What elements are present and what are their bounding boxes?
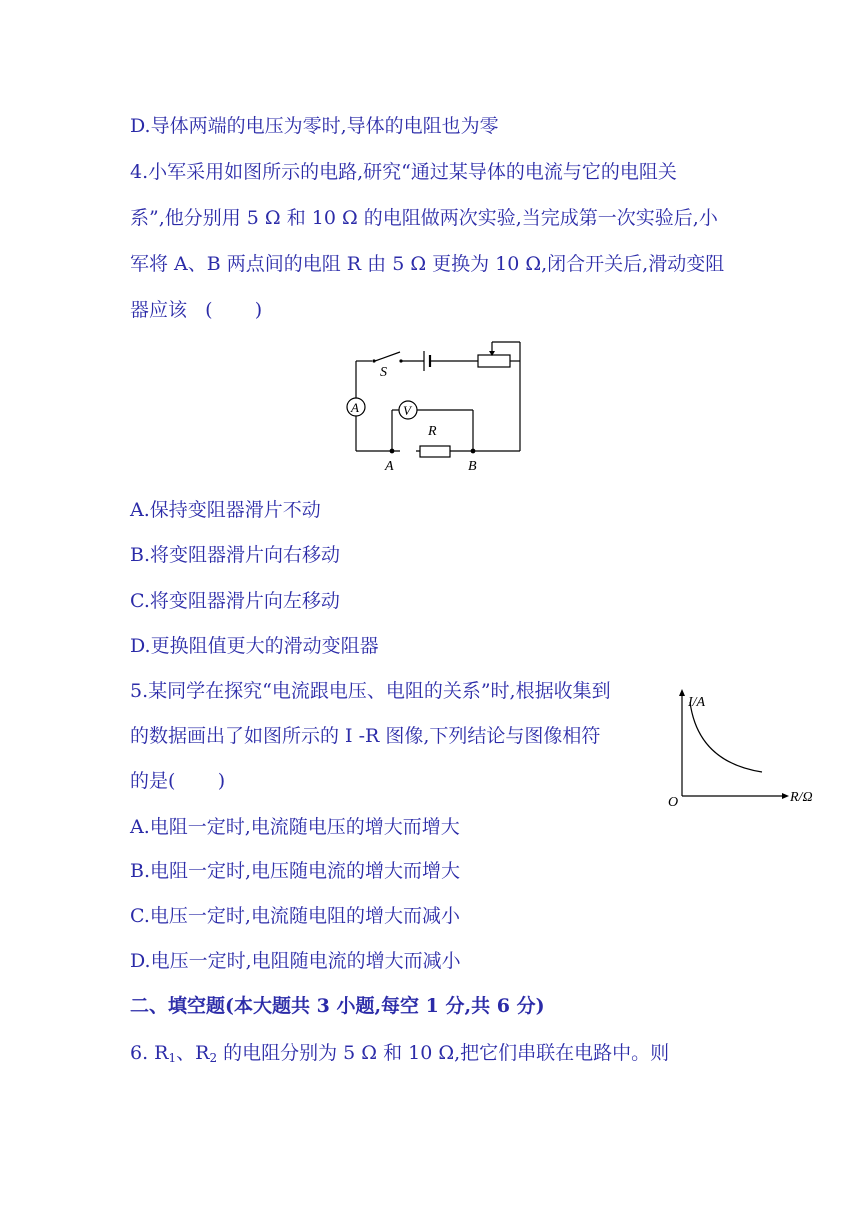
point-a-label: A <box>385 459 394 474</box>
circuit-diagram <box>340 338 540 478</box>
option-4b: B.将变阻器滑片向右移动 <box>130 544 341 566</box>
option-4d: D.更换阻值更大的滑动变阻器 <box>130 635 379 657</box>
question-5-line2: 的数据画出了如图所示的 I -R 图像,下列结论与图像相符 <box>130 725 601 747</box>
question-4-line4: 器应该 ( ) <box>130 299 263 321</box>
question-5-line1: 5.某同学在探究“电流跟电压、电阻的关系”时,根据收集到 <box>130 680 611 702</box>
voltmeter-label: V <box>403 403 411 418</box>
option-5b: B.电阻一定时,电压随电流的增大而增大 <box>130 860 461 882</box>
q6-mid: 、R <box>176 1042 210 1064</box>
switch-label: S <box>380 365 387 380</box>
option-4a: A.保持变阻器滑片不动 <box>130 499 321 521</box>
point-b-label: B <box>468 459 477 474</box>
question-5-line3: 的是( ) <box>130 770 226 792</box>
ammeter-label: A <box>351 400 359 415</box>
option-5c: C.电压一定时,电流随电阻的增大而减小 <box>130 905 460 927</box>
q6-prefix: 6. R <box>130 1042 169 1064</box>
resistor-label: R <box>428 424 437 439</box>
question-4-line2: 系”,他分别用 5 Ω 和 10 Ω 的电阻做两次实验,当完成第一次实验后,小 <box>130 207 718 229</box>
y-axis-label: I/A <box>688 695 706 710</box>
option-4c: C.将变阻器滑片向左移动 <box>130 590 340 612</box>
question-4-line1: 4.小军采用如图所示的电路,研究“通过某导体的电流与它的电阻关 <box>130 161 677 183</box>
option-5a: A.电阻一定时,电流随电压的增大而增大 <box>130 816 460 838</box>
q6-rest: 的电阻分别为 5 Ω 和 10 Ω,把它们串联在电路中。则 <box>217 1042 670 1064</box>
origin-label: O <box>668 795 679 810</box>
q6-sub1: 1 <box>168 1051 177 1065</box>
x-axis-label: R/Ω <box>790 790 813 805</box>
question-4-line3: 军将 A、B 两点间的电阻 R 由 5 Ω 更换为 10 Ω,闭合开关后,滑动变阻 <box>130 253 725 275</box>
i-r-graph <box>660 688 830 810</box>
q6-sub2: 2 <box>209 1051 218 1065</box>
section-heading: 二、填空题(本大题共 3 小题,每空 1 分,共 6 分) <box>130 995 545 1017</box>
option-4d-prev: D.导体两端的电压为零时,导体的电阻也为零 <box>130 115 499 137</box>
question-6-line1 <box>130 1039 669 1072</box>
option-5d: D.电压一定时,电阻随电流的增大而减小 <box>130 950 461 972</box>
